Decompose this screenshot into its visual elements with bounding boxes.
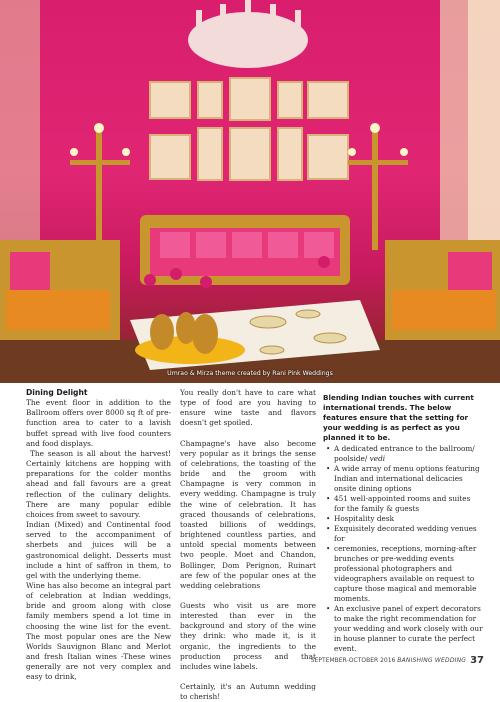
list-item: • Hospitality desk [323, 514, 483, 524]
magazine-name: BANISHING WEDDING [397, 657, 467, 664]
paragraph: Guests who visit us are more interested than ever in the background and story of the wine they drink: who made it, is it organic, the ingredients to the production process and that includes wine labels. [180, 600, 316, 671]
section-heading: Dining Delight [26, 388, 88, 397]
photo-caption: Umrao & Mirza theme created by Rani Pink Weddings [167, 370, 333, 377]
features-sidebar [323, 393, 483, 654]
paragraph: Wine has also become an integral part of celebration at Indian weddings, bride and groom along with close family members spend a lot time in choosing the wine list for the event. The most popular ones are the New Worlds Sauvignon Blanc and Merlot and fresh Italian wines -These wines generally are not very complex and easy to drink, [26, 580, 171, 682]
list-item: • Exquisitely decorated wedding venues for [323, 524, 483, 544]
list-item: • 451 well-appointed rooms and suites for the family & guests [323, 494, 483, 514]
list-item: • ceremonies, receptions, morning-after brunches or pre-wedding events professional photographers and videographers available on request to capture those magical and memorable moments. [323, 544, 483, 604]
list-item: • A dedicated entrance to the ballroom/ poolside/ vedi [323, 444, 483, 464]
page-number: 37 [470, 655, 484, 666]
features-list [323, 444, 483, 654]
page-footer [311, 655, 484, 666]
paragraph: You really don't have to care what type of food are you having to ensure wine taste and flavors doesn't get spoiled. [180, 388, 316, 428]
sidebar-intro: Blending Indian touches with current international trends. The below features ensure that the setting for your wedding is as perfect as you planned it to be. [323, 393, 474, 442]
list-item: • A wide array of menu options featuring Indian and international delicacies onsite dining options [323, 464, 483, 494]
article-column-2 [180, 388, 316, 702]
paragraph: Champagne's have also become very popular as it brings the sense of celebrations, the toasting of the bride and the groom with Champagne is very common in every wedding. Champagne is truly the wine of celebration. It has graced thousands of celebrations, toasted billions of weddings, brightened countless parties, and untold special moments between two people. Moet and Chandon, Bollinger, Dom Perignon, Ruinart are few of the popular ones at the wedding celebrations [180, 438, 316, 590]
paragraph: The event floor in addition to the Ballroom offers over 8000 sq ft of pre-function area to cater to a lavish buffet spread with live food counters and food displays. [26, 398, 171, 448]
paragraph: Certainly, it's an Autumn wedding to cherish! [180, 682, 316, 702]
paragraph: Indian (Mixed) and Continental food served to the accompaniment of sherbets and juices will be a gastronomical delight. Desserts must include a hint of saffron in them, to gel with the underlying theme. [26, 520, 171, 580]
list-item: • An exclusive panel of expert decorators to make the right recommendation for your wedding and work closely with our in house planner to curate the perfect event. [323, 604, 483, 654]
issue-date: SEPTEMBER-OCTOBER 2016 [310, 657, 396, 664]
article-column-1 [26, 388, 171, 683]
paragraph: The season is all about the harvest! Certainly kitchens are hopping with preparations for the colder months ahead and fall favours are a great reflection of the culinary delights. There are many popular edible choices from sweet to savoury. [26, 448, 171, 519]
